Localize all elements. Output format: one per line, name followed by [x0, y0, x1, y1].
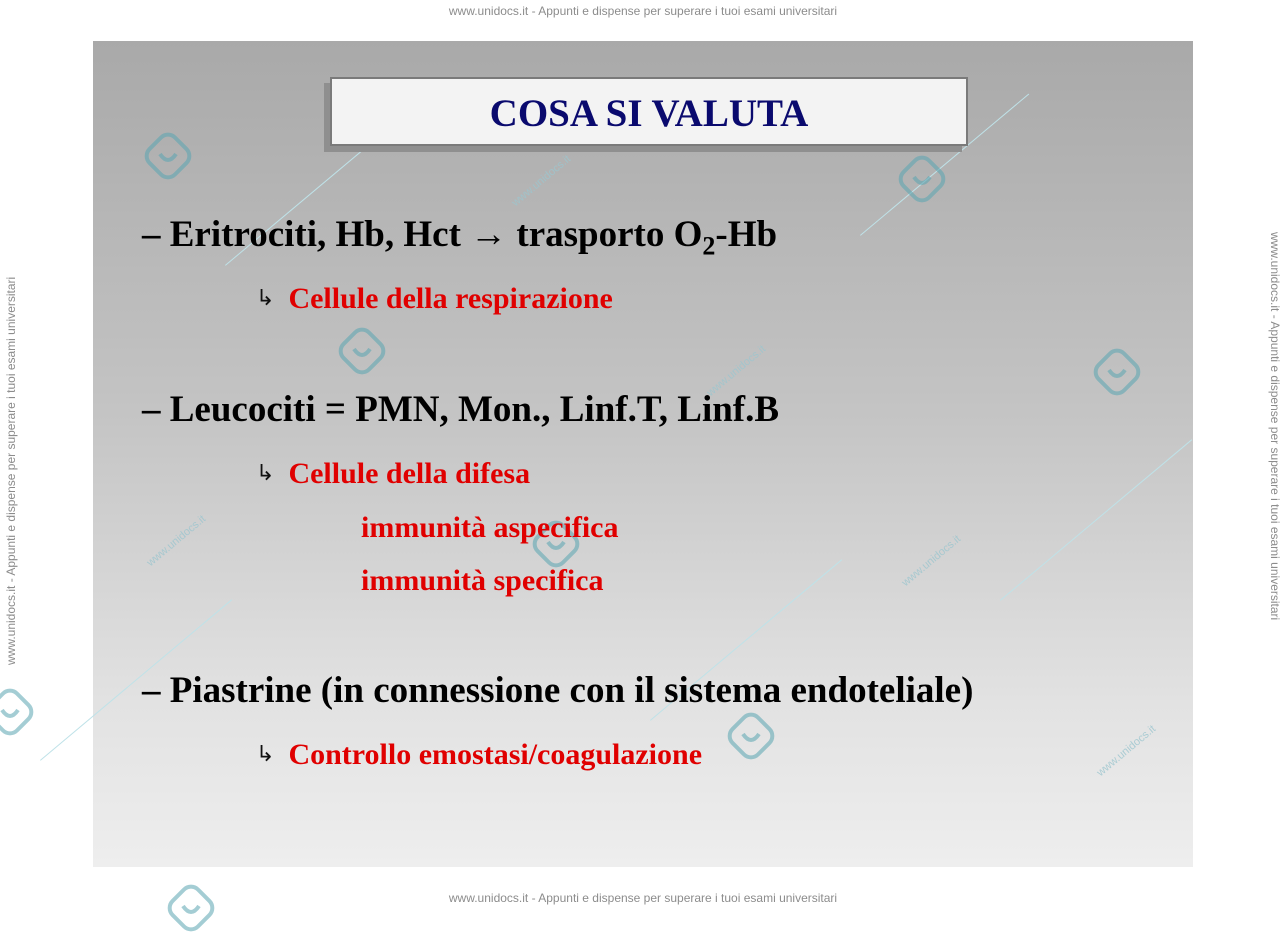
watermark-diagonal: www.unidocs.it: [1094, 723, 1159, 779]
bullet-dash: –: [142, 670, 161, 711]
unidocs-logo-icon: [0, 688, 34, 736]
watermark-left: www.unidocs.it - Appunti e dispense per superare i tuoi esami universitari: [4, 276, 18, 665]
bullet-dash: –: [142, 389, 161, 430]
sub-hemostasis: [256, 738, 702, 772]
subsub-specific: immunità specifica: [361, 564, 604, 597]
slide-title: COSA SI VALUTA: [489, 92, 809, 135]
sub-text: Cellule della difesa: [288, 457, 531, 490]
subscript: 2: [702, 231, 716, 261]
watermark-diagonal: www.unidocs.it: [144, 513, 209, 569]
bullet-text: Leucociti = PMN, Mon., Linf.T, Linf.B: [169, 389, 780, 430]
bullet-text: Piastrine (in connessione con il sistema endoteliale): [169, 670, 974, 711]
bullet-dash: –: [142, 214, 161, 255]
watermark-diagonal: www.unidocs.it: [509, 153, 574, 209]
bullet-erythrocytes: [142, 213, 777, 261]
bullet-platelets: [142, 669, 973, 712]
unidocs-logo-icon: [167, 884, 215, 932]
sub-text: Cellule della respirazione: [288, 282, 613, 315]
unidocs-logo-icon: [338, 327, 386, 375]
subsub-aspecific: immunità aspecifica: [361, 511, 619, 544]
bullet-leukocytes: [142, 388, 779, 431]
title-box: [330, 77, 968, 146]
watermark-right: www.unidocs.it - Appunti e dispense per superare i tuoi esami universitari: [1268, 232, 1282, 621]
return-arrow-icon: ↳: [256, 286, 275, 311]
watermark-top: www.unidocs.it - Appunti e dispense per superare i tuoi esami universitari: [448, 4, 838, 18]
unidocs-logo-icon: [898, 155, 946, 203]
bullet-text: Eritrociti, Hb, Hct → trasporto O: [169, 214, 703, 255]
unidocs-logo-icon: [144, 132, 192, 180]
bullet-text-post: -Hb: [715, 214, 778, 255]
unidocs-logo-icon: [727, 712, 775, 760]
sub-respiration: [256, 282, 613, 316]
watermark-bottom: www.unidocs.it - Appunti e dispense per superare i tuoi esami universitari: [448, 891, 838, 905]
return-arrow-icon: ↳: [256, 461, 275, 486]
return-arrow-icon: ↳: [256, 742, 275, 767]
watermark-diagonal: www.unidocs.it: [899, 533, 964, 589]
unidocs-logo-icon: [1093, 348, 1141, 396]
watermark-diagonal: www.unidocs.it: [704, 343, 769, 399]
sub-defense: [256, 457, 530, 491]
sub-text: Controllo emostasi/coagulazione: [288, 738, 703, 771]
